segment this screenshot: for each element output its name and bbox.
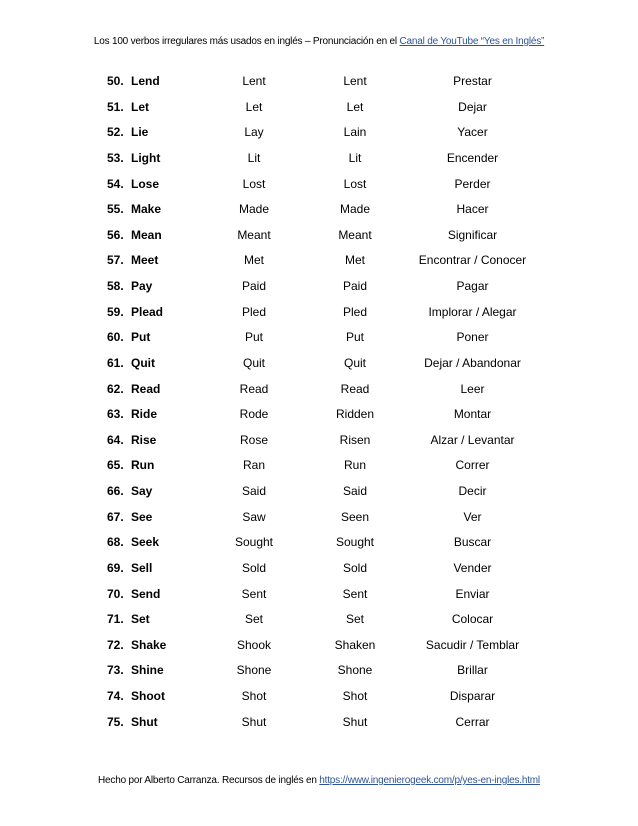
- verb-spanish-translation: Decir: [458, 484, 487, 498]
- verb-row: [0, 581, 638, 607]
- verb-spanish-translation: Poner: [456, 330, 489, 345]
- verb-past-simple: Paid: [241, 279, 267, 293]
- verb-past-simple: Rose: [239, 432, 268, 447]
- verb-spanish-translation: Cerrar: [455, 714, 490, 729]
- verb-base-form: Light: [131, 150, 161, 165]
- verb-past-simple: Ran: [242, 458, 265, 473]
- verb-past-participle: Set: [345, 612, 364, 627]
- verb-number: 61.: [107, 355, 124, 370]
- verb-base-form: Seek: [131, 535, 160, 550]
- verb-past-participle: Run: [343, 458, 366, 473]
- verb-spanish-translation: Colocar: [451, 612, 494, 627]
- verb-number: 72.: [107, 637, 124, 652]
- footer-text: Hecho por Alberto Carranza. Recursos de inglés en: [98, 775, 320, 786]
- verb-past-simple: Read: [239, 381, 269, 396]
- verb-past-simple: Shut: [241, 714, 267, 729]
- verb-number: 67.: [107, 509, 124, 524]
- verb-past-simple: Sold: [241, 560, 267, 575]
- verb-number: 74.: [107, 689, 124, 703]
- verb-row: [0, 222, 638, 248]
- verb-past-participle: Met: [344, 253, 365, 268]
- page-footer: [0, 775, 638, 786]
- verb-past-simple: Put: [244, 330, 263, 345]
- verb-base-form: Let: [131, 99, 149, 114]
- verb-number: 62.: [107, 381, 124, 396]
- verb-past-simple: Lit: [247, 150, 261, 165]
- verb-base-form: Lose: [131, 176, 160, 191]
- verb-past-participle: Put: [345, 330, 364, 345]
- verb-spanish-translation: Sacudir / Temblar: [425, 637, 520, 652]
- verb-base-form: Shut: [131, 714, 158, 729]
- verb-row: [0, 529, 638, 555]
- page-header: [0, 36, 638, 47]
- verb-past-participle: Shone: [337, 663, 373, 678]
- verb-base-form: Lie: [131, 125, 149, 140]
- verb-base-form: Make: [131, 202, 162, 217]
- verb-base-form: Run: [131, 458, 155, 473]
- verb-row: [0, 119, 638, 145]
- verb-number: 63.: [107, 407, 124, 422]
- verb-past-participle: Paid: [342, 279, 368, 293]
- verb-spanish-translation: Encontrar / Conocer: [418, 253, 527, 268]
- verb-past-simple: Sent: [241, 586, 267, 601]
- verb-past-simple: Quit: [242, 355, 265, 370]
- verb-past-simple: Let: [245, 99, 263, 114]
- verb-spanish-translation: Pagar: [456, 279, 489, 293]
- verb-past-participle: Sold: [342, 560, 368, 575]
- verb-base-form: Plead: [131, 304, 164, 319]
- verb-number: 59.: [107, 304, 124, 319]
- verb-past-participle: Pled: [342, 304, 368, 319]
- verb-number: 52.: [107, 125, 124, 140]
- verb-table: [0, 68, 638, 734]
- verb-spanish-translation: Alzar / Levantar: [430, 432, 515, 447]
- verb-past-participle: Let: [346, 99, 364, 114]
- verb-spanish-translation: Buscar: [453, 535, 492, 550]
- verb-spanish-translation: Disparar: [449, 689, 496, 703]
- verb-number: 51.: [107, 99, 124, 114]
- verb-base-form: Pay: [131, 279, 153, 293]
- verb-row: [0, 401, 638, 427]
- verb-number: 65.: [107, 458, 124, 473]
- verb-past-simple: Lent: [242, 74, 266, 88]
- verb-past-participle: Made: [339, 202, 371, 217]
- verb-spanish-translation: Implorar / Alegar: [428, 304, 517, 319]
- verb-spanish-translation: Perder: [454, 176, 491, 191]
- verb-row: [0, 324, 638, 350]
- verb-base-form: Put: [131, 330, 151, 345]
- verb-number: 54.: [107, 176, 124, 191]
- verb-number: 69.: [107, 560, 124, 575]
- verb-spanish-translation: Ver: [463, 509, 482, 524]
- verb-past-participle: Lent: [343, 74, 367, 88]
- verb-base-form: Sell: [131, 560, 153, 575]
- verb-row: [0, 452, 638, 478]
- verb-past-simple: Meant: [237, 227, 271, 242]
- verb-number: 60.: [107, 330, 124, 345]
- verb-base-form: Shine: [131, 663, 164, 678]
- verb-past-participle: Said: [342, 484, 368, 498]
- verb-base-form: Read: [131, 381, 161, 396]
- verb-past-simple: Pled: [241, 304, 267, 319]
- verb-spanish-translation: Correr: [455, 458, 490, 473]
- verb-row: [0, 478, 638, 504]
- verb-past-simple: Lost: [242, 176, 266, 191]
- verb-past-participle: Sought: [335, 535, 375, 550]
- verb-past-participle: Sent: [342, 586, 368, 601]
- verb-past-participle: Lain: [343, 125, 367, 140]
- verb-past-participle: Shut: [342, 714, 368, 729]
- verb-base-form: Meet: [131, 253, 159, 268]
- verb-row: [0, 196, 638, 222]
- verb-base-form: Shake: [131, 637, 167, 652]
- verb-row: [0, 606, 638, 632]
- youtube-channel-link[interactable]: Canal de YouTube “Yes en Inglés”: [399, 36, 545, 47]
- verb-number: 75.: [107, 714, 124, 729]
- resources-link[interactable]: https://www.ingenierogeek.com/p/yes-en-ingles.html: [319, 775, 540, 786]
- header-text: Los 100 verbos irregulares más usados en inglés – Pronunciación en el: [93, 36, 400, 47]
- verb-spanish-translation: Encender: [446, 150, 499, 165]
- verb-base-form: Quit: [131, 355, 155, 370]
- verb-base-form: Shoot: [131, 689, 165, 703]
- verb-past-participle: Ridden: [335, 407, 375, 422]
- verb-row: [0, 504, 638, 530]
- verb-spanish-translation: Vender: [453, 560, 492, 575]
- verb-past-participle: Shot: [342, 689, 368, 703]
- verb-past-simple: Met: [243, 253, 264, 268]
- verb-past-participle: Shaken: [334, 637, 376, 652]
- verb-past-simple: Sought: [234, 535, 274, 550]
- verb-row: [0, 657, 638, 683]
- verb-past-simple: Lay: [244, 125, 264, 140]
- verb-number: 64.: [107, 432, 124, 447]
- verb-past-simple: Shot: [241, 689, 267, 703]
- verb-base-form: Lend: [131, 74, 160, 88]
- verb-base-form: Ride: [131, 407, 158, 422]
- verb-past-participle: Meant: [338, 227, 372, 242]
- verb-row: [0, 555, 638, 581]
- verb-row: [0, 145, 638, 171]
- verb-row: [0, 683, 638, 709]
- verb-number: 53.: [107, 150, 124, 165]
- verb-row: [0, 247, 638, 273]
- verb-row: [0, 299, 638, 325]
- verb-spanish-translation: Dejar: [458, 99, 487, 114]
- verb-row: [0, 94, 638, 120]
- verb-row: [0, 427, 638, 453]
- verb-past-participle: Quit: [343, 355, 366, 370]
- verb-spanish-translation: Dejar / Abandonar: [424, 355, 521, 370]
- verb-spanish-translation: Hacer: [456, 202, 489, 217]
- verb-base-form: Rise: [131, 432, 157, 447]
- verb-spanish-translation: Brillar: [457, 663, 488, 678]
- verb-row: [0, 68, 638, 94]
- verb-past-simple: Shook: [236, 637, 272, 652]
- verb-spanish-translation: Prestar: [453, 74, 492, 88]
- verb-spanish-translation: Significar: [447, 227, 498, 242]
- verb-number: 58.: [107, 279, 124, 293]
- verb-past-simple: Rode: [239, 407, 269, 422]
- verb-number: 66.: [107, 484, 124, 498]
- verb-number: 57.: [107, 253, 124, 268]
- verb-number: 56.: [107, 227, 124, 242]
- verb-number: 55.: [107, 202, 124, 217]
- verb-row: [0, 709, 638, 735]
- verb-number: 70.: [107, 586, 124, 601]
- verb-row: [0, 632, 638, 658]
- verb-number: 73.: [107, 663, 124, 678]
- verb-number: 50.: [107, 74, 124, 88]
- verb-base-form: Set: [131, 612, 150, 627]
- verb-past-participle: Read: [340, 381, 370, 396]
- verb-past-simple: Made: [238, 202, 270, 217]
- verb-number: 71.: [107, 612, 124, 627]
- verb-row: [0, 171, 638, 197]
- verb-row: [0, 273, 638, 299]
- verb-spanish-translation: Enviar: [455, 586, 490, 601]
- verb-base-form: Mean: [131, 227, 162, 242]
- verb-past-simple: Saw: [242, 509, 266, 524]
- verb-spanish-translation: Leer: [460, 381, 485, 396]
- verb-base-form: Send: [131, 586, 161, 601]
- verb-past-participle: Seen: [340, 509, 370, 524]
- verb-number: 68.: [107, 535, 124, 550]
- verb-row: [0, 350, 638, 376]
- verb-past-participle: Lit: [348, 150, 362, 165]
- verb-base-form: Say: [131, 484, 153, 498]
- verb-spanish-translation: Montar: [453, 407, 492, 422]
- verb-spanish-translation: Yacer: [457, 125, 488, 140]
- verb-past-simple: Shone: [236, 663, 272, 678]
- verb-past-participle: Risen: [339, 432, 371, 447]
- verb-past-participle: Lost: [343, 176, 367, 191]
- verb-past-simple: Set: [244, 612, 263, 627]
- verb-past-simple: Said: [241, 484, 267, 498]
- verb-row: [0, 376, 638, 402]
- verb-base-form: See: [131, 509, 153, 524]
